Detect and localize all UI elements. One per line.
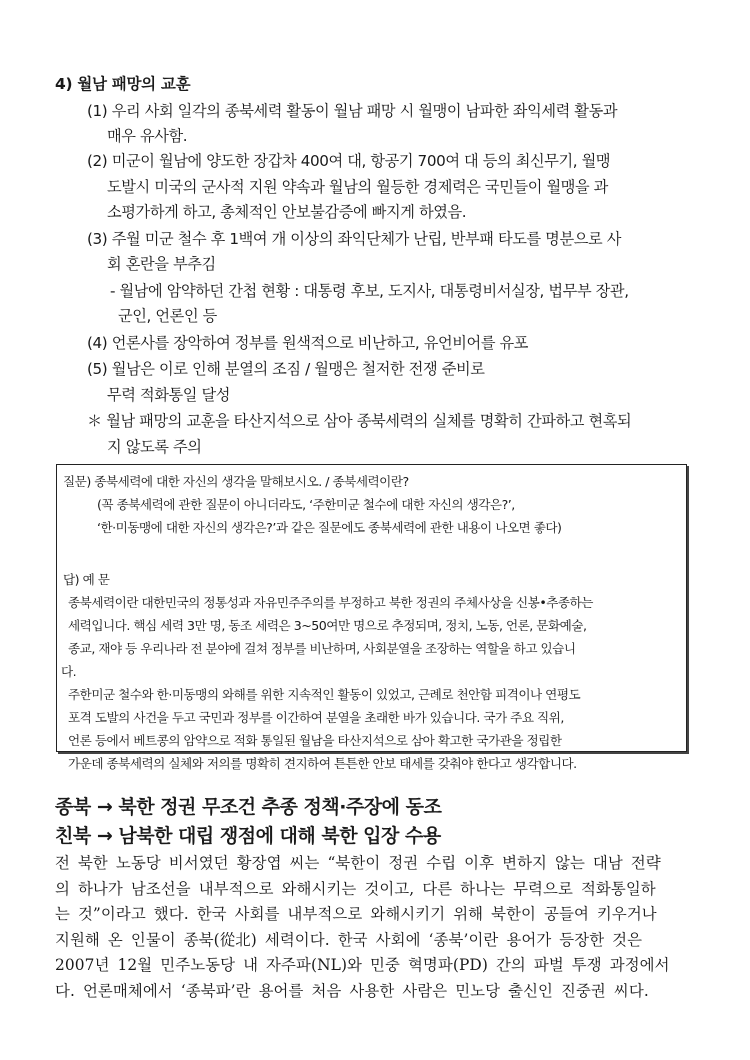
lesson-item-5-line-2: 무력 적화통일 달성 [107, 386, 231, 404]
body-line-1: 전 북한 노동당 비서였던 황장엽 씨는 “북한이 정권 수립 이후 변하지 않는 대남 전략 [55, 854, 661, 872]
answer-para2-line-4: 가운데 종북세력의 실체와 저의를 명확히 견지하여 튼튼한 안보 태세를 갖춰야 한다고 생각합니다. [68, 756, 577, 771]
question-line-2: (꼭 종북세력에 관한 질문이 아니더라도, ‘주한미군 철수에 대한 자신의 생각은?’, [97, 497, 515, 512]
lesson-item-4-line-1: (4) 언론사를 장악하여 정부를 원색적으로 비난하고, 유언비어를 유포 [87, 334, 529, 352]
answer-para1-line-3: 종교, 재야 등 우리나라 전 분야에 걸쳐 정부를 비난하며, 사회분열을 조장하는 역할을 하고 있습니 [68, 641, 576, 656]
lesson-item-3-line-2: 회 혼란을 부추김 [107, 255, 216, 273]
definition-jongbuk: 종북 → 북한 정권 무조건 추종 정책·주장에 동조 [55, 796, 442, 818]
lesson-item-3-line-1: (3) 주월 미군 철수 후 1백여 개 이상의 좌익단체가 난립, 반부패 타도를 명분으로 사 [87, 230, 621, 248]
answer-para1-line-4: 다. [61, 664, 77, 679]
section-title: 4) 월남 패망의 교훈 [55, 75, 191, 93]
answer-label: 답) 예 문 [63, 572, 110, 587]
lesson-item-2-line-2: 도발시 미국의 군사적 지원 약속과 월남의 월등한 경제력은 국민들이 월맹을 과 [107, 178, 608, 196]
body-line-6: 다. 언론매체에서 ‘종북파’란 용어를 처음 사용한 사람은 민노당 출신인 진중권 씨다. [55, 982, 649, 1000]
lesson-item-2-line-1: (2) 미군이 월남에 양도한 장갑차 400여 대, 항공기 700여 대 등의 최신무기, 월맹 [87, 152, 611, 170]
body-line-4: 지원해 온 인물이 종북(從北) 세력이다. 한국 사회에 ‘종북’이란 용어가 등장한 것은 [55, 931, 643, 949]
answer-para1-line-2: 세력입니다. 핵심 세력 3만 명, 동조 세력은 3~50여만 명으로 추정되며, 정치, 노동, 언론, 문화예술, [68, 618, 587, 633]
lesson-item-2-line-3: 소평가하게 하고, 총체적인 안보불감증에 빠지게 하였음. [107, 203, 467, 221]
definition-chinbuk: 친북 → 남북한 대립 쟁점에 대해 북한 입장 수용 [55, 825, 441, 847]
body-line-5: 2007년 12월 민주노동당 내 자주파(NL)와 민중 혁명파(PD) 간의 파벌 투쟁 과정에서 [55, 956, 670, 974]
interview-qa-box [56, 464, 687, 771]
body-line-3: 는 것”이라고 했다. 한국 사회를 내부적으로 와해시키기 위해 북한이 공들여 키우거나 [55, 905, 657, 923]
answer-para2-line-1: 주한미군 철수와 한·미동맹의 와해를 위한 지속적인 활동이 있었고, 근례로 천안함 피격이나 연평도 [68, 687, 581, 702]
answer-para2-line-3: 언론 등에서 베트콩의 암약으로 적화 통일된 월남을 타산지석으로 삼아 확고한 국가관을 정립한 [68, 733, 562, 748]
answer-para1-line-1: 종북세력이란 대한민국의 정통성과 자유민주주의를 부정하고 북한 정권의 주체사상을 신봉•추종하는 [68, 595, 593, 610]
body-line-2: 의 하나가 남조선을 내부적으로 와해시키는 것이고, 다른 하나는 무력으로 적화통일하 [55, 880, 656, 898]
answer-para2-line-2: 포격 도발의 사건을 두고 국민과 정부를 이간하여 분열을 초래한 바가 있습니다. 국가 주요 직위, [68, 710, 564, 725]
lesson-item-1-line-2: 매우 유사함. [107, 127, 188, 145]
lesson-item-1-line-1: (1) 우리 사회 일각의 종북세력 활동이 월남 패망 시 월맹이 남파한 좌익세력 활동과 [87, 102, 618, 120]
spy-list-line-2: 군인, 언론인 등 [118, 307, 217, 325]
note-line-1: ＊ 월남 패망의 교훈을 타산지석으로 삼아 종북세력의 실체를 명확히 간파하고 현혹되 [87, 412, 632, 430]
lesson-item-5-line-1: (5) 월남은 이로 인해 분열의 조짐 / 월맹은 철저한 전쟁 준비로 [87, 360, 485, 378]
question-line-3: ‘한·미동맹에 대한 자신의 생각은?’과 같은 질문에도 종북세력에 관한 내용이 나오면 좋다) [97, 520, 562, 535]
question-line-1: 질문) 종북세력에 대한 자신의 생각을 말해보시오. / 종북세력이란? [63, 474, 409, 489]
note-line-2: 지 않도록 주의 [107, 438, 202, 456]
spy-list-line-1: - 월남에 암약하던 간첩 현황 : 대통령 후보, 도지사, 대통령비서실장, 법무부 장관, [110, 282, 629, 300]
